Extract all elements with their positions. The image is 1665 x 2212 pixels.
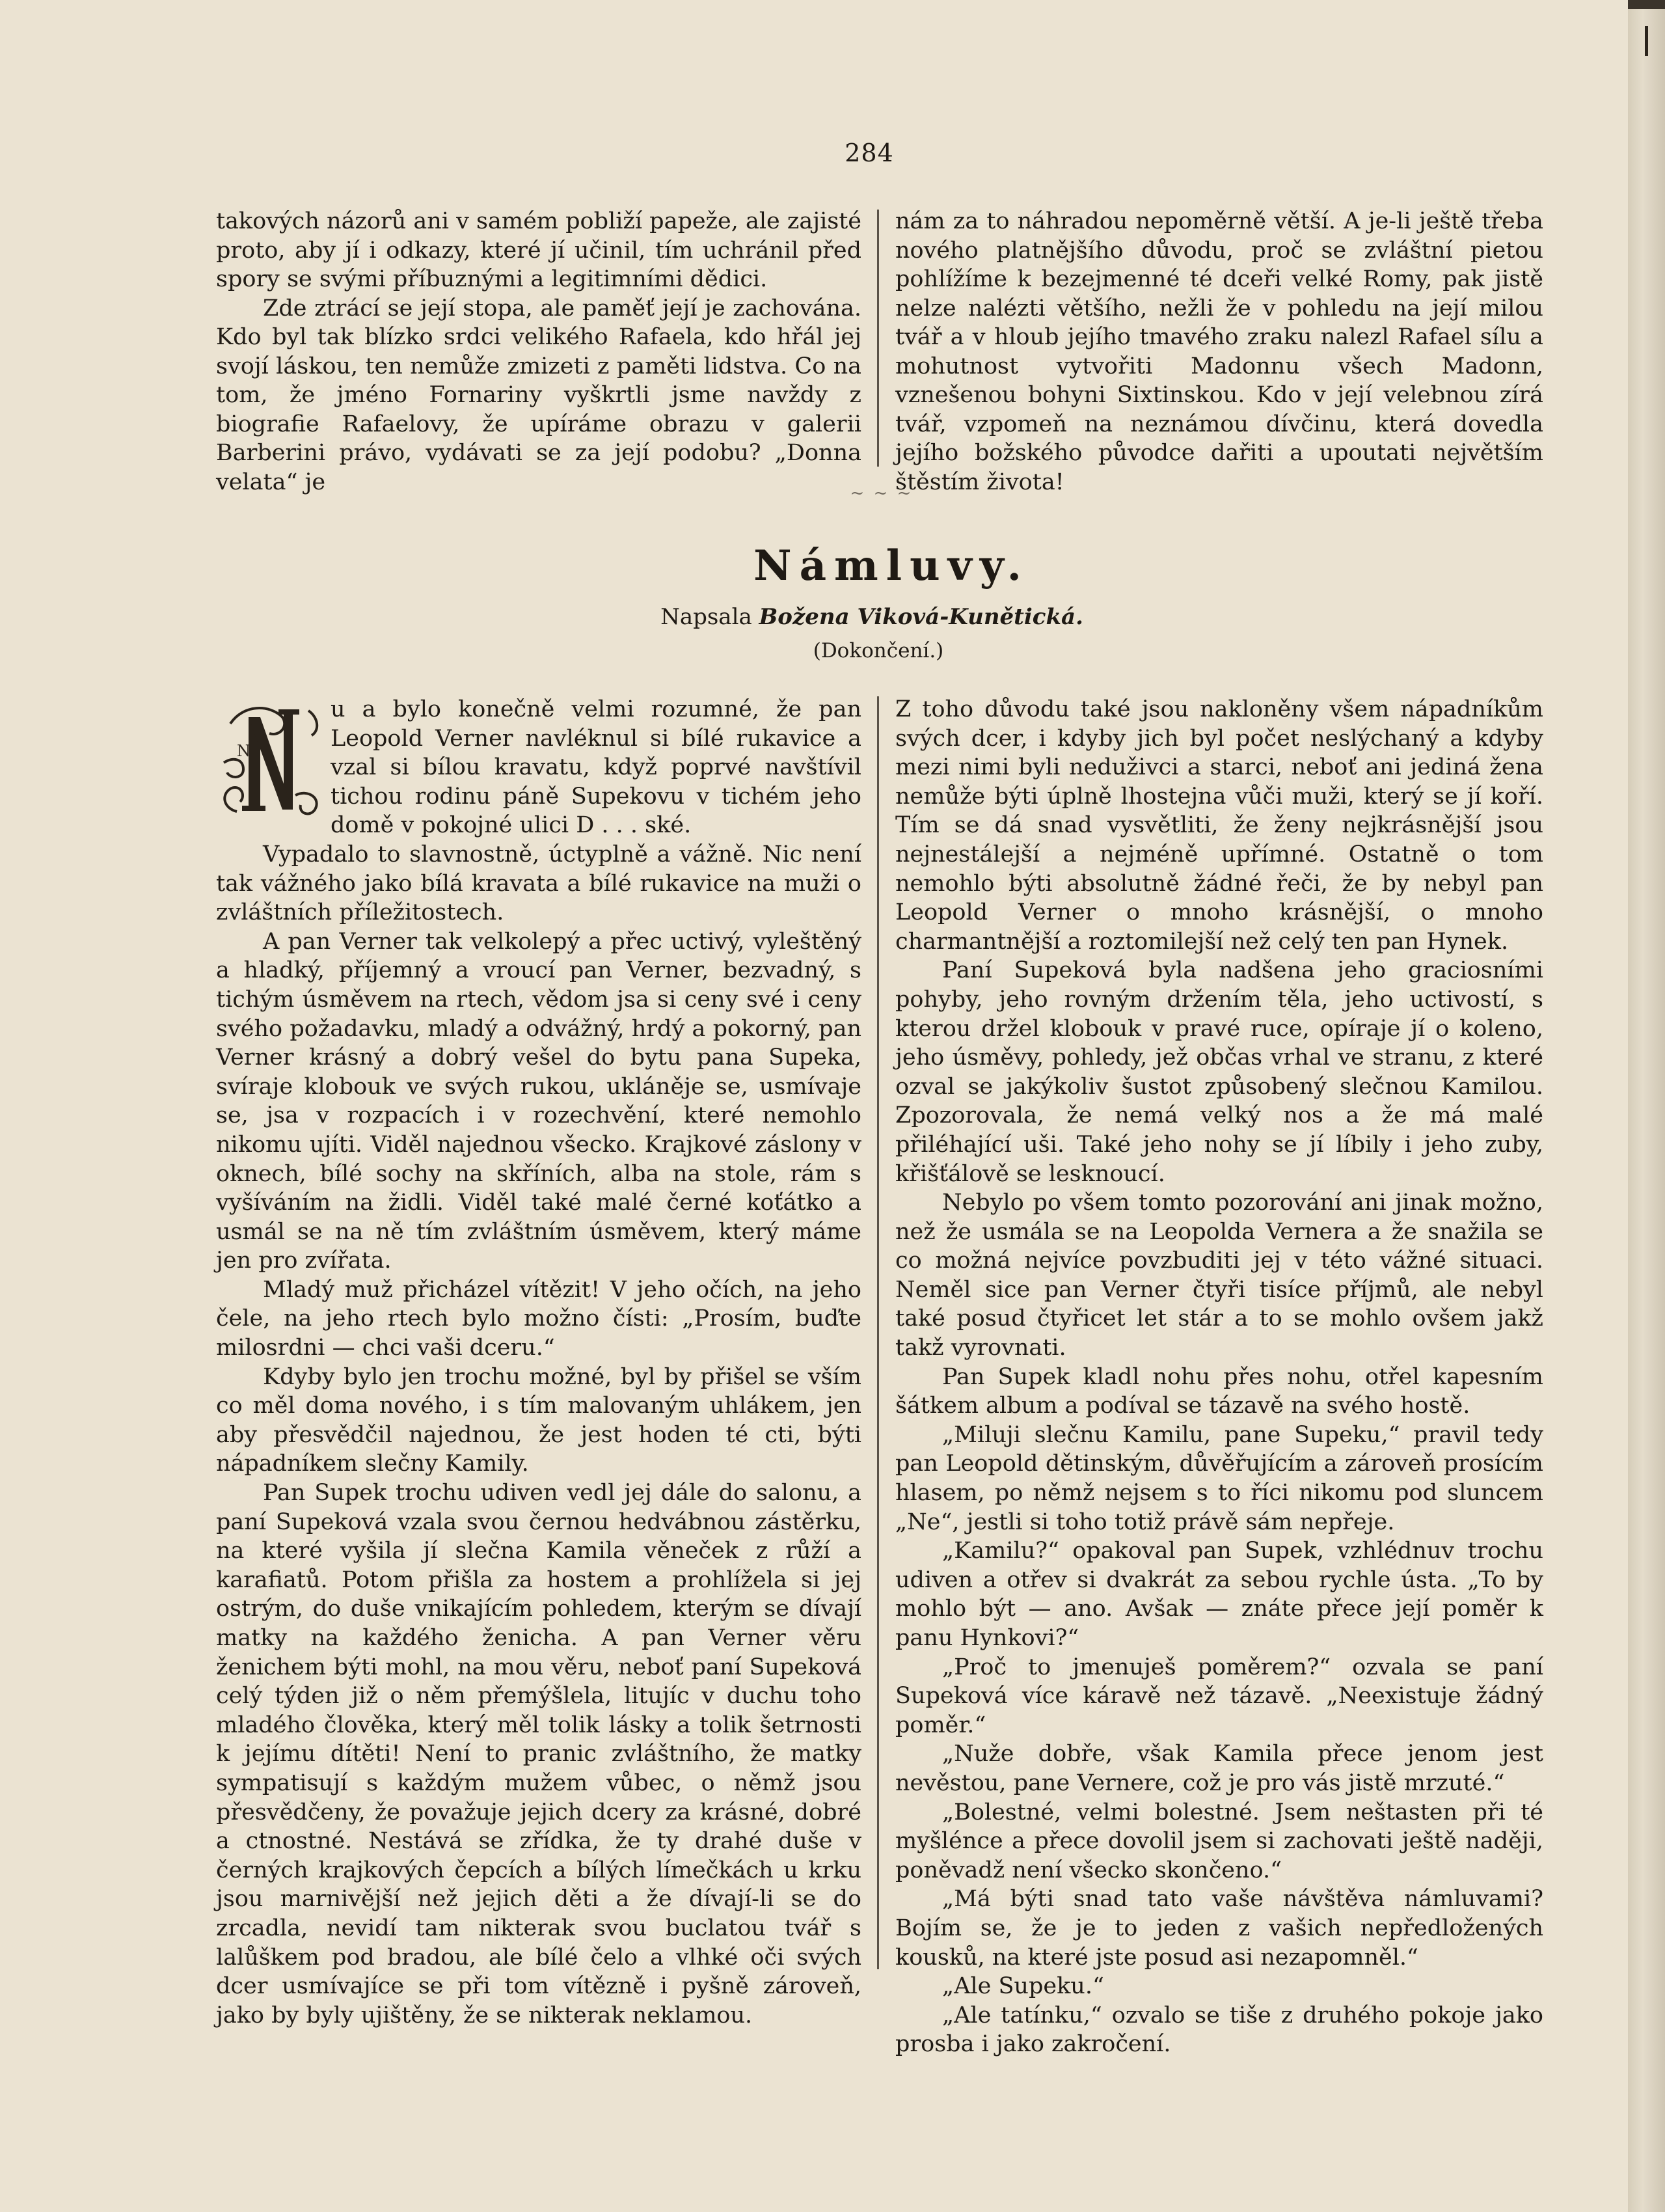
paragraph: nám za to náhradou nepoměrně větší. A je-li ještě třeba nového platnějšího důvodu, proč se zvláštní pietou pohlížíme k bezejmenné té dceři velké Romy, pak jistě nelze nalézti většího, nežli že v pohledu na její milou tvář a v hloub jejího tmavého zraku nalezl Rafael sílu a mohutnost vytvořiti Madonnu všech Madonn, vznešenou bohyni Sixtinskou. Kdo v její velebnou zírá tvář, vzpomeň na neznámou dívčinu, která dovedla jejího božského původce dařiti a upoutati největším štěstím života! bbox=[895, 208, 1543, 495]
byline-prefix: Napsala bbox=[660, 604, 752, 630]
author-name: Božena Viková-Kunětická. bbox=[759, 604, 1083, 630]
paragraph: A pan Verner tak velkolepý a přec uctivý, vyleštěný a hladký, příjemný a vroucí pan Verner, bezvadný, s tichým úsměvem na rtech, vědom jsa si ceny své i ceny svého požadavku, mladý a odvážný, hrdý a pokorný, pan Verner krásný a dobrý vešel do bytu pana Supeka, svíraje klobouk ve svých rukou, ukláněje se, usmívaje se, jsa v rozpacích i v rozechvění, které nemohlo nikomu ujíti. Viděl najednou všecko. Krajkové záslony v oknech, bílé sochy na skříních, alba na stole, rám s vyšíváním na židli. Viděl také malé černé koťátko a usmál se na ně tím zvláštním úsměvem, který máme jen pro zvířata. bbox=[216, 928, 861, 1274]
column-divider bbox=[877, 210, 879, 467]
section-ornament: ~ ~ ~ bbox=[850, 484, 914, 503]
top-left-column bbox=[216, 207, 861, 497]
page-number: 284 bbox=[845, 139, 894, 167]
drop-cap-space bbox=[216, 695, 331, 837]
paragraph: „Proč to jmenuješ poměrem?“ ozvala se paní Supeková více káravě než tázavě. „Neexistuje žádný poměr.“ bbox=[895, 1654, 1543, 1738]
paragraph: takových názorů ani v samém pobliží papeže, ale zajisté proto, aby jí i odkazy, které jí učinil, tím uchránil před spory se svými příbuznými a legitimními dědici. bbox=[216, 208, 861, 292]
paragraph: „Má býti snad tato vaše návštěva námluvami? Bojím se, že je to jeden z vašich nepředložených kousků, na které jste posud asi nezapomněl.“ bbox=[895, 1886, 1543, 1971]
paragraph: Pan Supek trochu udiven vedl jej dále do salonu, a paní Supeková vzala svou černou hedvábnou zástěrku, na které vyšila jí slečna Kamila věneček z růží a karafiatů. Potom přišla za hostem a prohlížela si jej ostrým, do duše vnikajícím pohledem, kterým se dívají matky na každého ženicha. A pan Verner věru ženichem býti mohl, na mou věru, neboť paní Supeková celý týden již o něm přemýšlela, litujíc v duchu toho mladého člověka, který měl tolik lásky a tolik šetrnosti k jejímu dítěti! Není to pranic zvláštního, že matky sympatisují s každým mužem vůbec, o němž jsou přesvědčeny, že považuje jejich dcery za krásné, dobré a ctnostné. Nestává se zřídka, že ty drahé duše v černých krajkových čepcích a bílých límečkách u krku jsou marnivější než jejich děti a že dívají-li se do zrcadla, nevidí tam nikterak svou buclatou tvář s lalůškem pod bradou, ale bílé čelo a vlhké oči svých dcer usmívajíce se při tom vítězně i pyšně zároveň, jako by byly ujištěny, že se nikterak neklamou. bbox=[216, 1480, 861, 2028]
drop-cap-letter: N bbox=[237, 742, 250, 760]
paragraph: „Nuže dobře, však Kamila přece jenom jest nevěstou, pane Vernere, což je pro vás jistě mrzuté.“ bbox=[895, 1741, 1543, 1796]
paragraph: „Bolestné, velmi bolestné. Jsem neštasten při té myšlénce a přece dovolil jsem si zachovati ještě naději, poněvadž není všecko skončeno.“ bbox=[895, 1799, 1543, 1883]
paragraph: Nebylo po všem tomto pozorování ani jinak možno, než že usmála se na Leopolda Vernera a že snažila se co možná nejvíce povzbuditi jej v této vážné situaci. Neměl sice pan Verner čtyři tisíce příjmů, ale nebyl také posud čtyřicet let stár a to se mohlo ovšem jakž takž vyrovnati. bbox=[895, 1190, 1543, 1361]
paragraph: Vypadalo to slavnostně, úctyplně a vážně. Nic není tak vážného jako bílá kravata a bílé rukavice na muži o zvláštních příležitostech. bbox=[216, 841, 861, 926]
column-divider bbox=[877, 696, 879, 1969]
scan-page-edge bbox=[1628, 0, 1665, 2212]
paragraph: Zde ztrácí se její stopa, ale paměť její je zachována. Kdo byl tak blízko srdci velikého Rafaela, kdo hřál jej svojí láskou, ten nemůže zmizeti z paměti lidstva. Co na tom, že jméno Fornariny vyškrtli jsme navždy z biografie Rafaelovy, že upíráme obrazu v galerii Barberini právo, vydávati se za její podobu? „Donna velata“ je bbox=[216, 295, 861, 495]
paragraph: Mladý muž přicházel vítězit! V jeho očích, na jeho čele, na jeho rtech bylo možno čísti: „Prosím, buďte milosrdni — chci vaši dceru.“ bbox=[216, 1276, 861, 1361]
bottom-left-column bbox=[216, 695, 861, 2030]
paragraph: Kdyby bylo jen trochu možné, byl by přišel se vším co měl doma nového, i s tím malovaným uhlákem, jen aby přesvědčil najednou, že jest hoden té cti, býti nápadníkem slečny Kamily. bbox=[216, 1363, 861, 1477]
paragraph: „Miluji slečnu Kamilu, pane Supeku,“ pravil tedy pan Leopold dětinským, důvěřujícím a zároveň prosícím hlasem, po němž nejsem s to říci nikomu pod sluncem „Ne“, jestli si toho totiž právě sám nepřeje. bbox=[895, 1421, 1543, 1535]
bottom-right-column bbox=[895, 695, 1543, 2059]
paragraph: u a bylo konečně velmi rozumné, že pan Leopold Verner navléknul si bílé rukavice a vzal si bílou kravatu, když poprvé navštívil tichou rodinu páně Supekovu v tichém jeho domě v pokojné ulici D . . . ské. bbox=[331, 696, 861, 839]
paragraph: Z toho důvodu také jsou nakloněny všem nápadníkům svých dcer, i kdyby jich byl počet neslýchaný a kdyby mezi nimi byli neduživci a starci, neboť ani jediná žena nemůže býti úplně lhostejna vůči muži, který se jí koří. Tím se dá snad vysvětliti, že ženy nejkrásnější jsou nejnestálejší a nejméně upřímné. Ostatně o tom nemohlo býti absolutně žádné řeči, že by nebyl pan Leopold Verner o mnoho krásnější, o mnoho charmantnější a roztomilejší než celý ten pan Hynek. bbox=[895, 696, 1543, 955]
top-right-column bbox=[895, 207, 1543, 497]
paragraph: Paní Supeková byla nadšena jeho graciosními pohyby, jeho rovným držením těla, jeho uctivostí, s kterou držel klobouk v pravé ruce, opíraje jí o koleno, jeho úsměvy, pohledy, jež občas vrhal ve stranu, z které ozval se jakýkoliv šustot způsobený slečnou Kamilou. Zpozorovala, že nemá velký nos a že má malé přiléhající uši. Také jeho nohy se jí líbily i jeho zuby, křišťálově se lesknoucí. bbox=[895, 957, 1543, 1187]
paragraph: „Ale tatínku,“ ozvalo se tiše z druhého pokoje jako prosba i jako zakročení. bbox=[895, 2002, 1543, 2058]
continued-note: (Dokončení.) bbox=[813, 639, 944, 662]
scan-edge-mark bbox=[1645, 26, 1648, 56]
scan-edge-shadow bbox=[1628, 0, 1665, 9]
story-byline bbox=[586, 604, 1158, 630]
paragraph: „Ale Supeku.“ bbox=[942, 1973, 1104, 2000]
story-title: Námluvy. bbox=[753, 541, 1029, 590]
paragraph: „Kamilu?“ opakoval pan Supek, vzhlédnuv trochu udiven a otřev si dvakrát za sebou rychle ústa. „To by mohlo být — ano. Avšak — znáte přece její poměr k panu Hynkovi?“ bbox=[895, 1538, 1543, 1651]
paragraph: Pan Supek kladl nohu přes nohu, otřel kapesním šátkem album a podíval se tázavě na svého hostě. bbox=[895, 1363, 1543, 1419]
